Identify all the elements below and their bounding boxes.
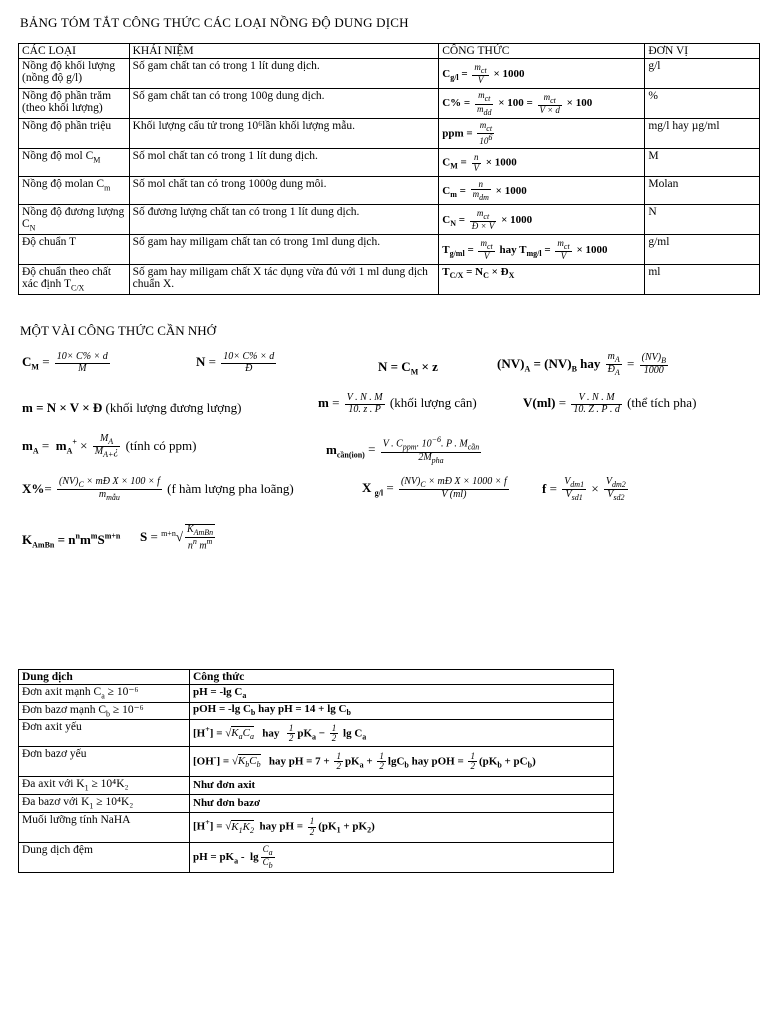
header-cell: CÔNG THỨC <box>439 44 645 59</box>
formula-cell: $[H^+] = √K_aC_a$ hay $\frac{1}{2}$ $pK_a$ − $\frac{1}{2}$ $\lg C_a$ <box>190 720 614 747</box>
table-row <box>19 747 614 777</box>
formula-cell: Như đơn axit <box>190 777 614 795</box>
formula-cell: ppm = $\frac{\text{mct}}{106}$ <box>439 119 645 149</box>
formula-cell: $C_N$ = $\frac{\text{mct}}{Đ \times V}$ × 1000 <box>439 205 645 235</box>
unit-cell: g/ml <box>645 235 760 265</box>
formula-ma: $m_A = m_A^+$ × $\frac{M_A}{M_{A+}¿}$ (tính có ppm) <box>22 433 197 460</box>
formula-n-cm: $N = C_M \times z$ <box>378 359 438 377</box>
solution-cell: Muối lưỡng tính NaHA <box>19 812 190 842</box>
unit-cell: ml <box>645 265 760 295</box>
formula-v-ml: V(ml) = $\frac{V . N . M}{10. Z . P . d}$ (thể tích pha) <box>523 392 697 415</box>
table-row <box>19 235 760 265</box>
formula-cell: C% = $\frac{\text{mct}}{\text{mdd}}$ × 100 = $\frac{\text{mct}}{V \times d}$ × 100 <box>439 89 645 119</box>
formula-cm: $C_M$ = $\frac{10\times C\% \times d}{M}$ <box>22 351 108 374</box>
type-cell: Nồng độ đương lượng $C_N$ <box>19 205 130 235</box>
formula-cell: pH = -lg $C_a$ <box>190 685 614 703</box>
table-row <box>19 812 614 842</box>
table-row <box>19 777 614 795</box>
formula-f: f = $\frac{V_{dm1}}{V_{sd1}}$ × $\frac{V_{dm2}}{V_{sd2}}$ <box>542 476 626 503</box>
concept-cell: Số mol chất tan có trong 1 lít dung dịch. <box>129 149 439 177</box>
concept-cell: Số gam chất tan có trong 100g dung dịch. <box>129 89 439 119</box>
solution-cell: Đa bazơ với $K_1 \ge 10^4K_2$ <box>19 795 190 813</box>
concept-cell: Số mol chất tan có trong 1000g dung môi. <box>129 177 439 205</box>
formula-cell: $C_m$ = $\frac{n}{\text{mdm}}$ × 1000 <box>439 177 645 205</box>
formula-cell: $[H^+] = √K_1K_2$ hay pH = $\frac{1}{2}$ $(pK_1 + pK_2)$ <box>190 812 614 842</box>
header-cell: ĐƠN VỊ <box>645 44 760 59</box>
concept-cell: Số gam chất tan có trong 1 lít dung dịch. <box>129 59 439 89</box>
formula-m-ion: $m_{cần(ion)}$ = $\frac{V . C_{ppm}. 10^{-6}. P . M_{cần}}{2M_{pha}}$ <box>326 435 480 465</box>
type-cell: Nồng độ phần trăm (theo khối lượng) <box>19 89 130 119</box>
concentration-table <box>18 43 760 295</box>
formula-m-equiv: m = N × V × Đ (khối lượng đương lượng) <box>22 400 242 415</box>
formula-s: S = $^{m+n}$√ $\frac{K_{AmBn}}{n^n m^m}$ <box>140 524 214 552</box>
unit-cell: % <box>645 89 760 119</box>
type-cell: Nồng độ phần triệu <box>19 119 130 149</box>
table-row <box>19 265 760 295</box>
formula-x-percent: X%= $\frac{(NV)_C \times mĐ X \times 100 \times f}{m_{mẫu}}$ (f hàm lượng pha loãng) <box>22 476 294 503</box>
unit-cell: g/l <box>645 59 760 89</box>
table-row <box>19 119 760 149</box>
header-cell: Công thức <box>190 670 614 685</box>
solution-cell: Đơn axit yếu <box>19 720 190 747</box>
header-cell: CÁC LOẠI <box>19 44 130 59</box>
concept-cell: Khối lượng cấu tử trong 10⁶lần khối lượng mẫu. <box>129 119 439 149</box>
type-cell: Độ chuẩn T <box>19 235 130 265</box>
table-row <box>19 177 760 205</box>
table-header-row <box>19 44 760 59</box>
unit-cell: Molan <box>645 177 760 205</box>
ph-table <box>18 669 614 873</box>
formula-cell: $C_M$ = $\frac{n}{V}$ × 1000 <box>439 149 645 177</box>
solution-cell: Đơn bazơ yếu <box>19 747 190 777</box>
table-row <box>19 842 614 872</box>
table-row <box>19 795 614 813</box>
concept-cell: Số đương lượng chất tan có trong 1 lít dung dịch. <box>129 205 439 235</box>
table-row <box>19 720 614 747</box>
type-cell: Nồng độ mol $C_M$ <box>19 149 130 177</box>
type-cell: Nồng độ khối lượng (nồng độ g/l) <box>19 59 130 89</box>
formula-k-ambn: $K_{AmBn} = n^nm^mS^{m+n}$ <box>22 532 121 550</box>
solution-cell: Đa axit với $K_1 \ge 10^4K_2$ <box>19 777 190 795</box>
section-title: MỘT VÀI CÔNG THỨC CẦN NHỚ <box>20 323 217 338</box>
type-cell: Độ chuẩn theo chất xác định $T_{C/X}$ <box>19 265 130 295</box>
formula-m-mass: m = $\frac{V . N . M}{10. z . P}$ (khối lượng cân) <box>318 392 477 415</box>
formula-cell: $C_{g/l}$ = $\frac{\text{mct}}{V}$ × 1000 <box>439 59 645 89</box>
table-row <box>19 685 614 703</box>
solution-cell: Đơn axit mạnh $C_a \ge 10^{-6}$ <box>19 685 190 703</box>
header-cell: KHÁI NIỆM <box>129 44 439 59</box>
type-cell: Nồng độ molan $C_m$ <box>19 177 130 205</box>
formula-cell: $T_{g/ml}$ = $\frac{\text{mct}}{V}$ hay $T_{mg/l}$ = $\frac{\text{mct}}{V}$ × 1000 <box>439 235 645 265</box>
solution-cell: Đơn bazơ mạnh $C_b \ge 10^{-6}$ <box>19 702 190 720</box>
concept-cell: Số gam hay miligam chất X tác dụng vừa đủ với 1 ml dung dịch chuẩn X. <box>129 265 439 295</box>
unit-cell: mg/l hay µg/ml <box>645 119 760 149</box>
unit-cell: N <box>645 205 760 235</box>
unit-cell: M <box>645 149 760 177</box>
formula-cell: pH = $pK_a$ - lg $\frac{Ca}{Cb}$ <box>190 842 614 872</box>
table-row <box>19 702 614 720</box>
formula-cell: Như đơn bazơ <box>190 795 614 813</box>
page-title: BẢNG TÓM TẮT CÔNG THỨC CÁC LOẠI NỒNG ĐỘ DUNG DỊCH <box>20 15 409 30</box>
concept-cell: Số gam hay miligam chất tan có trong 1ml dung dịch. <box>129 235 439 265</box>
table-row <box>19 59 760 89</box>
formula-x-gl: X $_{g/l}$ = $\frac{(NV)_C \times mĐ X \times 1000 \times f}{V (ml)}$ <box>362 476 507 501</box>
formula-cell: $[OH^-] = √K_bC_b$ hay pH = 7 + $\frac{1}{2}$ $pK_a$ + $\frac{1}{2}$ lgC$_b$ hay pOH = $\frac{1}{2}$ $(pK_b + pC_b)$ <box>190 747 614 777</box>
formula-nv: $(NV)_A = (NV)_B$ hay $\frac{m_A}{Đ_A}$ = $\frac{(NV)_B}{1000}$ <box>497 351 666 378</box>
formula-cell: $T_{C/X} = N_C$ × $Đ_X$ <box>439 265 645 295</box>
table-header-row <box>19 670 614 685</box>
table-row <box>19 149 760 177</box>
solution-cell: Dung dịch đệm <box>19 842 190 872</box>
table-row <box>19 89 760 119</box>
formula-cell: pOH = -lg $C_b$ hay pH = $14 + \lg C_b$ <box>190 702 614 720</box>
header-cell: Dung dịch <box>19 670 190 685</box>
formula-n: N = $\frac{10\times C\% \times d}{Đ}$ <box>196 351 275 374</box>
table-row <box>19 205 760 235</box>
